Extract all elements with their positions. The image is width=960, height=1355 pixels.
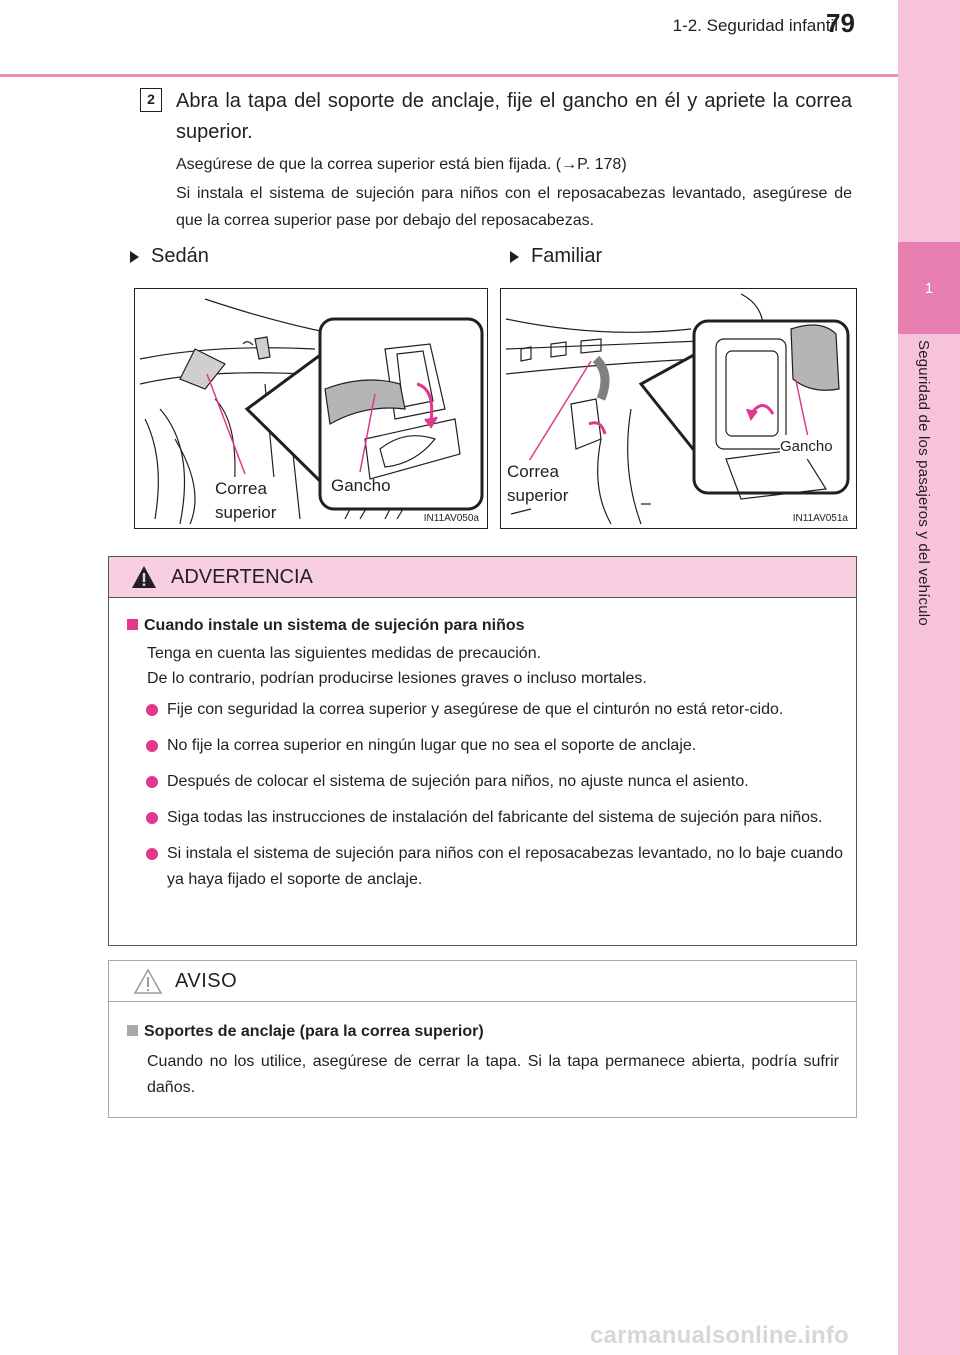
warning-item — [129, 769, 843, 795]
figure-label-sedan — [130, 245, 209, 268]
callout-text: Correa — [507, 462, 559, 481]
figure-label-familiar — [510, 245, 602, 268]
warning-item — [129, 697, 843, 723]
warning-box — [108, 556, 857, 946]
triangle-bullet-icon — [130, 251, 139, 263]
warning-heading — [127, 617, 525, 635]
callout-hook: Gancho — [331, 476, 391, 495]
warning-item-text: Fije con seguridad la correa superior y asegúrese de que el cinturón no está retor-cido. — [167, 701, 784, 718]
step-note-2: Si instala el sistema de sujeción para niños con el reposacabezas levantado, asegúrese de que la correa superior pase por debajo del reposacabezas. — [176, 185, 852, 229]
warning-item-text: Si instala el sistema de sujeción para niños con el reposacabezas levantado, no lo baje cuando ya haya fijado el soporte de anclaje. — [167, 845, 843, 888]
chapter-number-tab — [898, 242, 960, 334]
warning-item — [129, 733, 843, 759]
warning-item-text: Siga todas las instrucciones de instalación del fabricante del sistema de sujeción para niños. — [167, 809, 823, 826]
warning-item — [129, 841, 843, 893]
header-rule — [0, 74, 898, 77]
figure-code: IN11AV051a — [792, 513, 848, 524]
circle-bullet-icon — [146, 848, 158, 860]
caution-heading — [127, 1023, 484, 1041]
warning-header — [109, 557, 856, 598]
circle-bullet-icon — [146, 704, 158, 716]
figure-label-text: Familiar — [531, 245, 603, 267]
warning-item — [129, 805, 843, 831]
warning-list — [129, 697, 843, 903]
caution-box — [108, 960, 857, 1118]
caution-header — [109, 961, 856, 1002]
warning-intro: De lo contrario, podrían producirse lesiones graves o incluso mortales. — [147, 670, 647, 687]
circle-bullet-icon — [146, 812, 158, 824]
warning-item-text: No fije la correa superior en ningún lugar que no sea el soporte de anclaje. — [167, 737, 697, 754]
caution-title: AVISO — [175, 970, 238, 992]
square-bullet-icon — [127, 619, 138, 630]
callout-hook: Gancho — [780, 435, 833, 459]
callout-text: superior — [507, 486, 569, 505]
chapter-title: Seguridad de los pasajeros y del vehículo — [915, 340, 932, 626]
step-note-1: Asegúrese de que la correa superior está bien fijada. (→P. 178) — [176, 156, 627, 173]
warning-heading-text: Cuando instale un sistema de sujeción para niños — [144, 617, 525, 634]
sedan-illustration-drawing — [135, 289, 488, 529]
caution-heading-text: Soportes de anclaje (para la correa superior) — [144, 1023, 484, 1040]
circle-bullet-icon — [146, 776, 158, 788]
caution-triangle-icon — [133, 968, 163, 995]
warning-item-text: Después de colocar el sistema de sujeción para niños, no ajuste nunca el asiento. — [167, 773, 749, 790]
page-number: 79 — [826, 8, 855, 38]
chapter-title-vertical — [915, 340, 945, 700]
step-number-badge: 2 — [140, 88, 162, 112]
callout-text: superior — [215, 503, 277, 522]
circle-bullet-icon — [146, 740, 158, 752]
callout-text: Correa — [215, 479, 267, 498]
step-instruction: Abra la tapa del soporte de anclaje, fije el gancho en él y apriete la correa superior. — [176, 90, 852, 143]
watermark: carmanualsonline.info — [590, 1322, 849, 1349]
illustration-sedan-anchor — [134, 288, 488, 529]
triangle-bullet-icon — [510, 251, 519, 263]
warning-title: ADVERTENCIA — [171, 566, 313, 588]
figure-label-text: Sedán — [151, 245, 209, 267]
callout-strap — [507, 460, 568, 508]
chapter-number: 1 — [924, 280, 934, 297]
callout-strap — [215, 477, 276, 525]
caution-text: Cuando no los utilice, asegúrese de cerrar la tapa. Si la tapa permanece abierta, podría sufrir daños. — [147, 1053, 839, 1096]
section-title: 1-2. Seguridad infantil — [672, 16, 838, 35]
warning-triangle-icon — [131, 565, 157, 589]
square-bullet-icon — [127, 1025, 138, 1036]
figure-code: IN11AV050a — [423, 513, 479, 524]
warning-intro: Tenga en cuenta las siguientes medidas de precaución. — [147, 645, 542, 662]
illustration-familiar-anchor — [500, 288, 857, 529]
